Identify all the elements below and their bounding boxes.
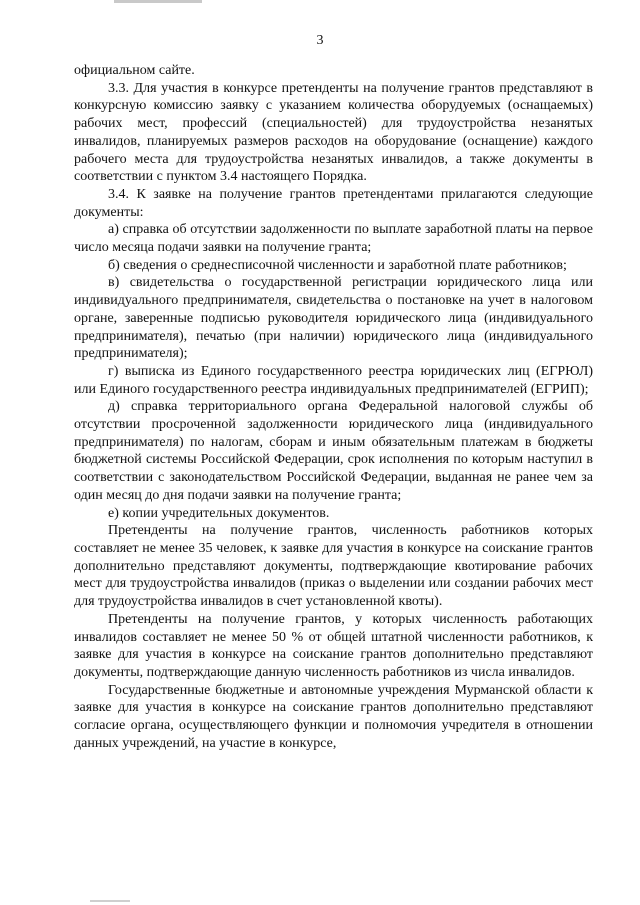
document-body [74, 62, 593, 752]
paragraph-3-4: 3.4. К заявке на получение грантов претендентами прилагаются следующие документы: [74, 186, 593, 220]
list-item-a: а) справка об отсутствии задолженности по выплате заработной платы на первое число месяца подачи заявки на получение гранта; [74, 222, 593, 256]
paragraph-disabled-share: Претенденты на получение грантов, у которых численность работающих инвалидов составляет не менее 50 % от общей штатной численности работников, к заявке для участия в конкурсе на соискание грантов дополнительно представляют документы, подтверждающие данную численность работников из числа инвалидов. [74, 611, 593, 680]
scan-artifact [90, 900, 130, 902]
paragraph-institutions: Государственные бюджетные и автономные учреждения Мурманской области к заявке для участия в конкурсе на соискание грантов дополнительно представляют согласие органа, осуществляющего функции и полномочия учредителя в отношении данных учреждений, на участие в конкурсе, [74, 682, 593, 751]
paragraph-3-3: 3.3. Для участия в конкурсе претенденты на получение грантов представляют в конкурсную комиссию заявку с указанием количества оборудуемых (оснащаемых) рабочих мест, профессий (специальностей) для трудоустройства незанятых инвалидов, планируемых размеров расходов на оборудование (оснащение) каждого рабочего места для трудоустройства незанятых инвалидов, а также документы в соответствии с пунктом 3.4 настоящего Порядка. [74, 80, 593, 185]
list-item-b: б) сведения о среднесписочной численности и заработной плате работников; [108, 257, 567, 273]
scan-artifact [114, 0, 202, 3]
page-number: 3 [316, 33, 324, 48]
list-item-v: в) свидетельства о государственной регистрации юридического лица или индивидуального предпринимателя, свидетельства о постановке на учет в налоговом органе, заверенные подписью руководителя юридического лица (индивидуального предпринимателя), печатью (при наличии) юридического лица (индивидуального предпринимателя); [74, 275, 593, 362]
list-item-d: д) справка территориального органа Федеральной налоговой службы об отсутствии просроченной задолженности юридического лица (индивидуального предпринимателя) по налогам, сборам и иным обязательным платежам в бюджеты бюджетной системы Российской Федерации, срок исполнения по которым наступил в соответствии с законодательством Российской Федерации, выданная не ранее чем за один месяц до дня подачи заявки на получение гранта; [74, 399, 593, 503]
list-item-g: г) выписка из Единого государственного реестра юридических лиц (ЕГРЮЛ) или Единого государственного реестра индивидуальных предпринимателей (ЕГРИП); [74, 363, 593, 397]
paragraph: официальном сайте. [74, 63, 195, 78]
paragraph-quota: Претенденты на получение грантов, численность работников которых составляет не менее 35 человек, к заявке для участия в конкурсе на соискание грантов дополнительно представляют документы, подтверждающие квотирование рабочих мест для трудоустройства инвалидов (приказ о выделении или создании рабочих мест для трудоустройства инвалидов в счет установленной квоты). [74, 523, 593, 610]
list-item-e: е) копии учредительных документов. [108, 505, 330, 521]
